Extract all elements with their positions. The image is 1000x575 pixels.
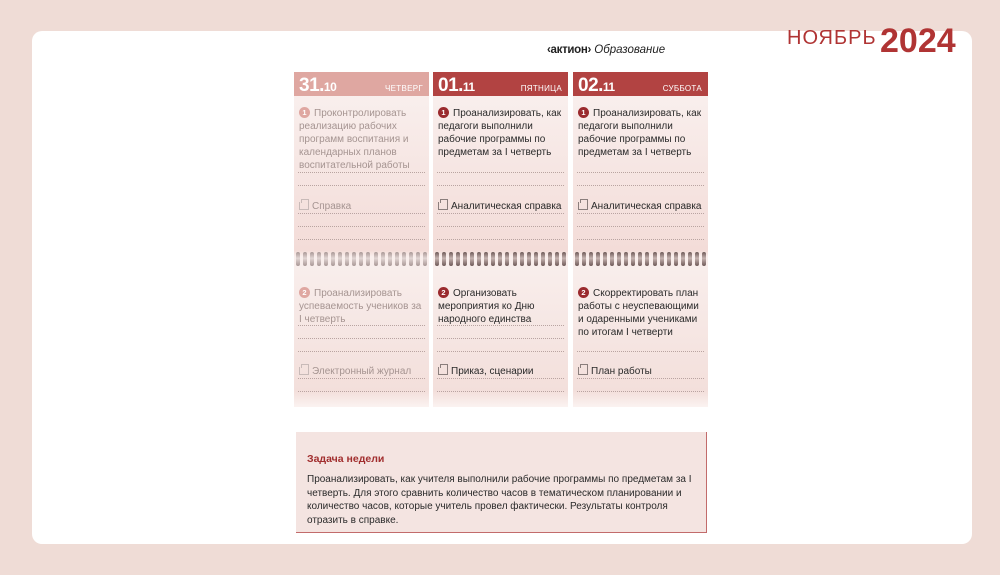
day-date: 31.10 [299,75,337,96]
document-icon [578,202,588,210]
day-task-1 [438,107,564,159]
day-task-1 [299,107,425,172]
day-date: 02.11 [578,75,615,96]
day-card-saturday [573,72,708,407]
binder-rings [435,252,566,270]
brand-logo [547,44,665,56]
day-document-2: Электронный журнал [299,366,411,377]
weekly-task-text: Проанализировать, как учителя выполнили рабочие программы по предметам за I четверть. Для этого сравнить количество часов в тематическом планировании и количество часов, которые учитель провел фактически. Результаты контроля отразить в справке. [307,474,692,526]
year-label: 2024 [880,22,956,60]
day-document-2: Приказ, сценарии [438,366,534,377]
task-number-badge: 2 [438,287,449,298]
task-text: Проконтролировать реализацию рабочих программ воспитания и календарных планов воспитательной работы [299,108,410,171]
binder-rings [575,252,706,270]
month-label: НОЯБРЬ [787,27,877,49]
task-number-badge: 2 [299,287,310,298]
task-text: Организовать мероприятия ко Дню народного единства [438,288,535,325]
weekly-task-box [296,432,707,533]
day-weekday: ПЯТНИЦА [520,84,562,93]
binder-rings [296,252,427,270]
day-document-1: Аналитическая справка [438,201,561,212]
day-task-1 [578,107,704,159]
brand-logo-italic: Образование [594,44,666,56]
day-header [433,72,568,96]
weekly-task-title: Задача недели [307,453,385,465]
day-header [573,72,708,96]
day-document-1: Справка [299,201,351,212]
task-text: Проанализировать успеваемость учеников за I четверть [299,288,422,325]
day-card-friday [433,72,568,407]
day-task-2 [578,287,704,339]
day-document-2: План работы [578,366,652,377]
day-task-2 [438,287,564,326]
day-weekday: ЧЕТВЕРГ [385,84,423,93]
day-document-1: Аналитическая справка [578,201,701,212]
task-text: Проанализировать, как педагоги выполнили рабочие программы по предметам за I четверть [438,108,562,158]
task-number-badge: 1 [299,107,310,118]
day-date: 01.11 [438,75,475,96]
task-text: Скорректировать план работы с неуспевающими и одаренными учениками по итогам I четверти [578,288,699,338]
document-icon [299,202,309,210]
task-text: Проанализировать, как педагоги выполнили рабочие программы по предметам за I четверть [578,108,702,158]
task-number-badge: 2 [578,287,589,298]
task-number-badge: 1 [578,107,589,118]
task-number-badge: 1 [438,107,449,118]
document-icon [438,202,448,210]
day-card-thursday [294,72,429,407]
document-icon [299,367,309,375]
day-weekday: СУББОТА [662,84,702,93]
document-icon [438,367,448,375]
day-task-2 [299,287,425,326]
day-header [294,72,429,96]
document-icon [578,367,588,375]
brand-logo-bold: ‹актион› [547,44,592,56]
